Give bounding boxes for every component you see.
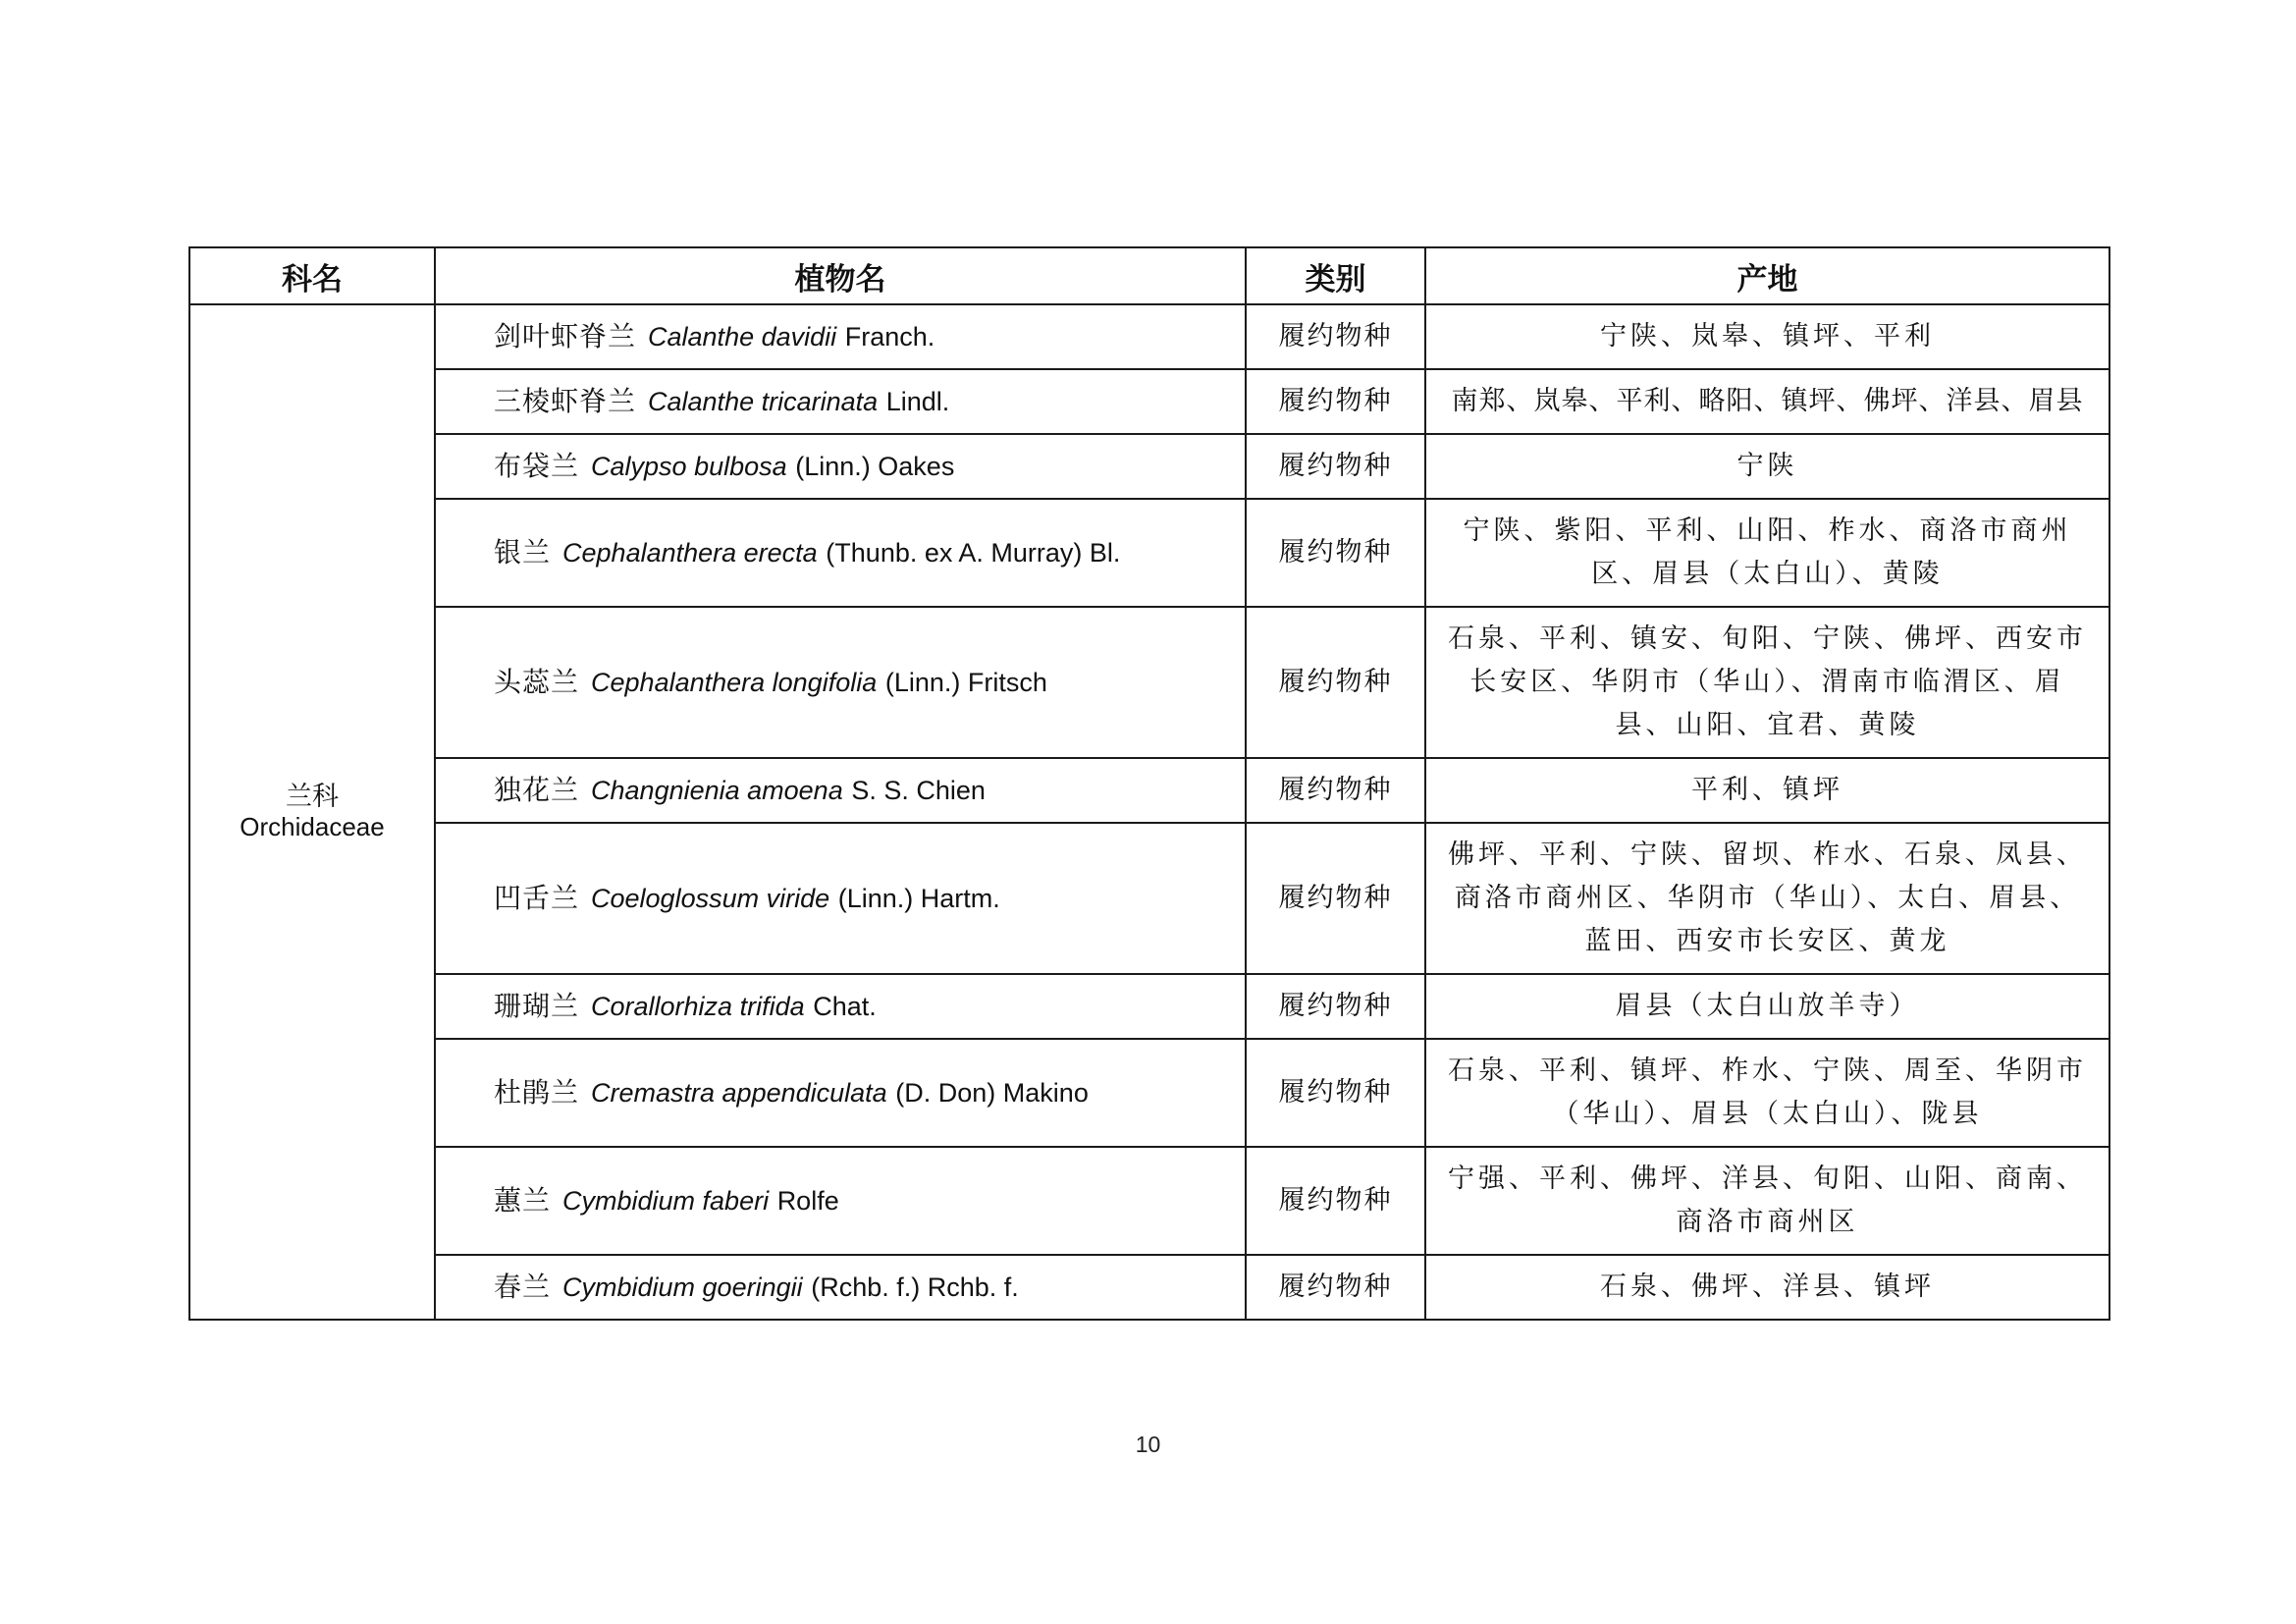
- header-family: 科名: [189, 247, 435, 304]
- origin-cell: 宁陕、岚皋、镇坪、平利: [1425, 304, 2109, 369]
- plant-author: Lindl.: [885, 386, 950, 416]
- table-row: [189, 1039, 2109, 1147]
- family-chinese-name: 兰科: [286, 782, 339, 812]
- plant-author: (Linn.) Oakes: [795, 451, 955, 481]
- origin-cell: 佛坪、平利、宁陕、留坝、柞水、石泉、凤县、商洛市商州区、华阴市（华山）、太白、眉县、蓝田、西安市长安区、黄龙: [1425, 823, 2109, 974]
- plant-chinese-name: 蕙兰: [494, 1183, 552, 1217]
- table-row: [189, 1147, 2109, 1255]
- plant-name-cell: [435, 434, 1246, 499]
- plant-chinese-name: 春兰: [494, 1270, 552, 1303]
- plant-scientific-name: Calanthe tricarinata: [648, 386, 879, 416]
- plant-scientific-name: Cremastra appendiculata: [591, 1077, 887, 1108]
- plant-chinese-name: 头蕊兰: [494, 665, 580, 698]
- category-cell: 履约物种: [1246, 974, 1425, 1039]
- origin-cell: 石泉、平利、镇安、旬阳、宁陕、佛坪、西安市长安区、华阴市（华山）、渭南市临渭区、眉县、山阳、宜君、黄陵: [1425, 607, 2109, 758]
- plant-scientific-name: Cymbidium goeringii: [562, 1272, 803, 1302]
- plant-chinese-name: 凹舌兰: [494, 881, 580, 914]
- category-cell: 履约物种: [1246, 758, 1425, 823]
- plant-author: (Thunb. ex A. Murray) Bl.: [826, 537, 1121, 568]
- plant-chinese-name: 三棱虾脊兰: [494, 384, 637, 417]
- plant-name-cell: [435, 499, 1246, 607]
- plant-name-cell: [435, 607, 1246, 758]
- plant-scientific-name: Calypso bulbosa: [591, 451, 787, 481]
- origin-cell: 宁陕: [1425, 434, 2109, 499]
- plant-name-cell: [435, 1147, 1246, 1255]
- plant-author: S. S. Chien: [851, 775, 986, 805]
- species-table: [188, 246, 2110, 1321]
- plant-name-cell: [435, 1039, 1246, 1147]
- table-row: [189, 607, 2109, 758]
- plant-scientific-name: Calanthe davidii: [648, 321, 837, 352]
- origin-cell: 石泉、平利、镇坪、柞水、宁陕、周至、华阴市（华山）、眉县（太白山）、陇县: [1425, 1039, 2109, 1147]
- plant-chinese-name: 珊瑚兰: [494, 989, 580, 1022]
- plant-author: (D. Don) Makino: [895, 1077, 1089, 1108]
- plant-scientific-name: Changnienia amoena: [591, 775, 843, 805]
- category-cell: 履约物种: [1246, 499, 1425, 607]
- header-category: 类别: [1246, 247, 1425, 304]
- plant-name-cell: [435, 304, 1246, 369]
- plant-author: Franch.: [844, 321, 935, 352]
- plant-name-cell: [435, 758, 1246, 823]
- plant-scientific-name: Cymbidium faberi: [562, 1185, 770, 1216]
- plant-scientific-name: Cephalanthera longifolia: [591, 667, 878, 697]
- origin-cell: 南郑、岚皋、平利、略阳、镇坪、佛坪、洋县、眉县: [1425, 369, 2109, 434]
- origin-cell: 平利、镇坪: [1425, 758, 2109, 823]
- origin-cell: 宁陕、紫阳、平利、山阳、柞水、商洛市商州区、眉县（太白山）、黄陵: [1425, 499, 2109, 607]
- plant-name-cell: [435, 823, 1246, 974]
- category-cell: 履约物种: [1246, 607, 1425, 758]
- plant-chinese-name: 独花兰: [494, 773, 580, 806]
- plant-chinese-name: 布袋兰: [494, 449, 580, 482]
- plant-scientific-name: Cephalanthera erecta: [562, 537, 818, 568]
- plant-chinese-name: 剑叶虾脊兰: [494, 319, 637, 352]
- plant-name-cell: [435, 974, 1246, 1039]
- plant-author: (Rchb. f.) Rchb. f.: [811, 1272, 1019, 1302]
- table-row: [189, 1255, 2109, 1320]
- family-cell: [189, 304, 435, 1320]
- origin-cell: 石泉、佛坪、洋县、镇坪: [1425, 1255, 2109, 1320]
- plant-name-cell: [435, 1255, 1246, 1320]
- category-cell: 履约物种: [1246, 1147, 1425, 1255]
- table-row: [189, 758, 2109, 823]
- plant-author: (Linn.) Hartm.: [837, 883, 1000, 913]
- origin-cell: 宁强、平利、佛坪、洋县、旬阳、山阳、商南、商洛市商州区: [1425, 1147, 2109, 1255]
- table-row: [189, 499, 2109, 607]
- category-cell: 履约物种: [1246, 369, 1425, 434]
- table-row: [189, 823, 2109, 974]
- plant-scientific-name: Corallorhiza trifida: [591, 991, 805, 1021]
- header-plant-name: 植物名: [435, 247, 1246, 304]
- category-cell: 履约物种: [1246, 304, 1425, 369]
- origin-cell: 眉县（太白山放羊寺）: [1425, 974, 2109, 1039]
- plant-author: Rolfe: [776, 1185, 839, 1216]
- table-row: [189, 974, 2109, 1039]
- plant-author: Chat.: [813, 991, 877, 1021]
- table-header-row: [189, 247, 2109, 304]
- table-row: [189, 369, 2109, 434]
- category-cell: 履约物种: [1246, 823, 1425, 974]
- category-cell: 履约物种: [1246, 434, 1425, 499]
- plant-scientific-name: Coeloglossum viride: [591, 883, 830, 913]
- plant-chinese-name: 杜鹃兰: [494, 1075, 580, 1109]
- plant-chinese-name: 银兰: [494, 535, 552, 568]
- header-origin: 产地: [1425, 247, 2109, 304]
- category-cell: 履约物种: [1246, 1255, 1425, 1320]
- plant-name-cell: [435, 369, 1246, 434]
- family-latin-name: Orchidaceae: [240, 812, 385, 841]
- table-row: [189, 434, 2109, 499]
- page-number: 10: [1135, 1432, 1161, 1457]
- category-cell: 履约物种: [1246, 1039, 1425, 1147]
- plant-author: (Linn.) Fritsch: [884, 667, 1047, 697]
- table-row: [189, 304, 2109, 369]
